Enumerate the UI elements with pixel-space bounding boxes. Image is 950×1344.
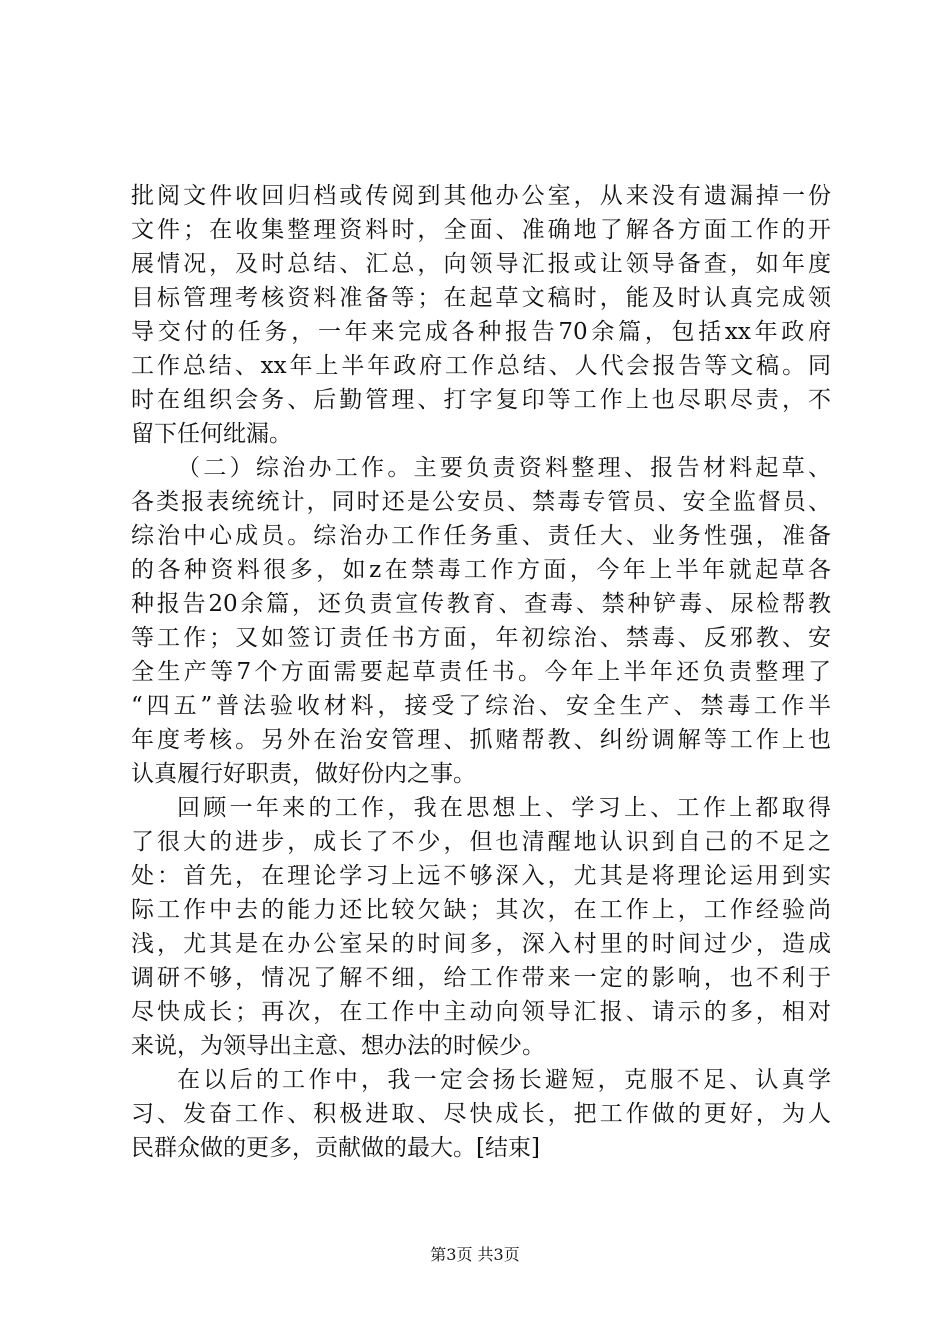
text-line: 种报告20余篇，还负责宣传教育、查毒、禁种铲毒、尿检帮教 xyxy=(131,591,831,617)
paragraph-office-work xyxy=(131,179,831,451)
text-line: 留下任何纰漏。 xyxy=(131,421,292,447)
text-line: 在以后的工作中，我一定会扬长避短，克服不足、认真学 xyxy=(177,1067,831,1093)
paragraph-review xyxy=(131,791,831,1063)
text-line: 处：首先，在理论学习上远不够深入，尤其是将理论运用到实 xyxy=(131,863,831,889)
text-line: 工作总结、xx年上半年政府工作总结、人代会报告等文稿。同 xyxy=(131,353,831,379)
text-line: 文件；在收集整理资料时，全面、准确地了解各方面工作的开 xyxy=(131,217,831,243)
text-line: （二）综治办工作。主要负责资料整理、报告材料起草、 xyxy=(177,455,831,481)
text-line: 年度考核。另外在治安管理、抓赌帮教、纠纷调解等工作上也 xyxy=(131,727,831,753)
text-line: 批阅文件收回归档或传阅到其他办公室，从来没有遗漏掉一份 xyxy=(131,183,831,209)
page-number-footer: 第3页 共3页 xyxy=(430,1245,520,1264)
text-line: “四五”普法验收材料，接受了综治、安全生产、禁毒工作半 xyxy=(131,693,831,719)
paragraph-comprehensive-office xyxy=(131,451,831,791)
text-line: 回顾一年来的工作，我在思想上、学习上、工作上都取得 xyxy=(177,795,831,821)
text-line: 时在组织会务、后勤管理、打字复印等工作上也尽职尽责，不 xyxy=(131,387,831,413)
text-line: 目标管理考核资料准备等；在起草文稿时，能及时认真完成领 xyxy=(131,285,831,311)
paragraph-future-work xyxy=(131,1063,831,1165)
text-line: 各类报表统统计，同时还是公安员、禁毒专管员、安全监督员、 xyxy=(131,489,831,515)
text-line: 等工作；又如签订责任书方面，年初综治、禁毒、反邪教、安 xyxy=(131,625,831,651)
text-line: 全生产等7个方面需要起草责任书。今年上半年还负责整理了 xyxy=(131,659,831,685)
text-line: 浅，尤其是在办公室呆的时间多，深入村里的时间过少，造成 xyxy=(131,931,831,957)
text-line: 际工作中去的能力还比较欠缺；其次，在工作上，工作经验尚 xyxy=(131,897,831,923)
text-line: 来说，为领导出主意、想办法的时候少。 xyxy=(131,1033,545,1059)
text-line: 导交付的任务，一年来完成各种报告70余篇，包括xx年政府 xyxy=(131,319,831,345)
text-line: 了很大的进步，成长了不少，但也清醒地认识到自己的不足之 xyxy=(131,829,831,855)
text-line: 民群众做的更多，贡献做的最大。[结束] xyxy=(131,1135,540,1161)
text-line: 展情况，及时总结、汇总，向领导汇报或让领导备查，如年度 xyxy=(131,251,831,277)
text-line: 尽快成长；再次，在工作中主动向领导汇报、请示的多，相对 xyxy=(131,999,831,1025)
text-line: 的各种资料很多，如z在禁毒工作方面，今年上半年就起草各 xyxy=(131,557,831,583)
document-body xyxy=(131,179,831,1165)
text-line: 调研不够，情况了解不细，给工作带来一定的影响，也不利于 xyxy=(131,965,831,991)
text-line: 认真履行好职责，做好份内之事。 xyxy=(131,761,476,787)
text-line: 综治中心成员。综治办工作任务重、责任大、业务性强，准备 xyxy=(131,523,831,549)
text-line: 习、发奋工作、积极进取、尽快成长，把工作做的更好，为人 xyxy=(131,1101,831,1127)
